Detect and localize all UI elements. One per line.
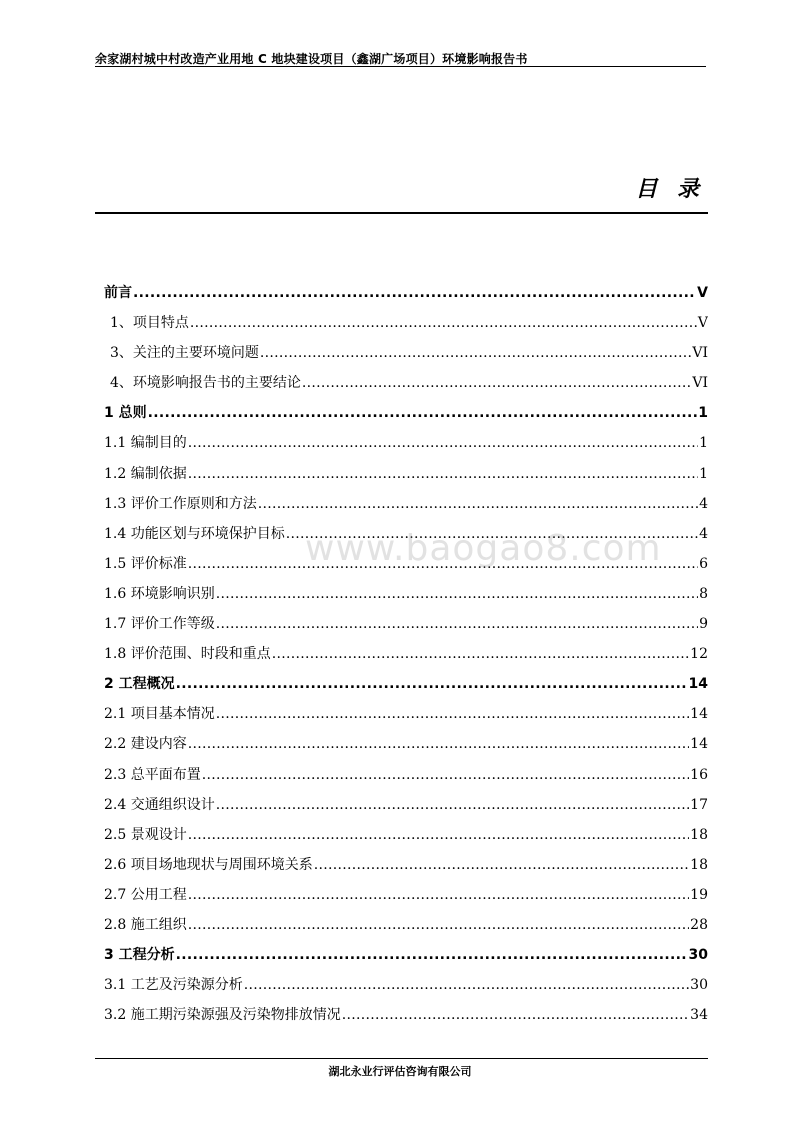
toc-entry[interactable] bbox=[100, 428, 708, 458]
toc-entry-page: 8 bbox=[699, 585, 708, 602]
dot-leader bbox=[342, 1000, 689, 1030]
toc-entry[interactable] bbox=[100, 850, 708, 880]
toc-entry-page: 14 bbox=[690, 706, 708, 723]
toc-entry[interactable] bbox=[100, 459, 708, 489]
toc-entry-page: 30 bbox=[690, 977, 708, 994]
toc-entry[interactable] bbox=[100, 278, 708, 308]
title-rule bbox=[95, 212, 708, 214]
dot-leader bbox=[314, 850, 689, 880]
toc-entry-page: 19 bbox=[690, 886, 708, 903]
toc-entry-page: 1 bbox=[699, 465, 708, 482]
toc-entry-page: 18 bbox=[690, 856, 708, 873]
dot-leader bbox=[188, 820, 689, 850]
dot-leader bbox=[286, 519, 698, 549]
dot-leader bbox=[188, 459, 698, 489]
toc-entry[interactable] bbox=[100, 669, 708, 699]
toc-entry-label: 2.7 公用工程 bbox=[104, 886, 187, 903]
toc-entry-label: 1、项目特点 bbox=[110, 315, 189, 332]
dot-leader bbox=[202, 760, 689, 790]
toc-title: 目 录 bbox=[635, 177, 705, 202]
toc-entry[interactable] bbox=[100, 489, 708, 519]
dot-leader bbox=[216, 790, 689, 820]
toc-entry[interactable] bbox=[100, 398, 708, 428]
dot-leader bbox=[188, 880, 689, 910]
dot-leader bbox=[216, 579, 698, 609]
toc-entry-label: 3.1 工艺及污染源分析 bbox=[104, 977, 243, 994]
toc-entry-label: 3 工程分析 bbox=[104, 947, 175, 964]
toc-entry-label: 1.5 评价标准 bbox=[104, 555, 187, 572]
header-rule bbox=[95, 66, 706, 67]
toc-entry-label: 1.6 环境影响识别 bbox=[104, 585, 215, 602]
toc-entry-label: 3、关注的主要环境问题 bbox=[110, 345, 259, 362]
toc-entry[interactable] bbox=[100, 609, 708, 639]
dot-leader bbox=[272, 639, 689, 669]
dot-leader bbox=[244, 970, 689, 1000]
dot-leader bbox=[302, 368, 691, 398]
toc-entry-page: VI bbox=[692, 345, 708, 362]
toc-entry[interactable] bbox=[100, 1000, 708, 1030]
toc-entry-page: 16 bbox=[690, 766, 708, 783]
dot-leader bbox=[216, 609, 698, 639]
toc-entry-page: 4 bbox=[699, 495, 708, 512]
toc-entry[interactable] bbox=[100, 970, 708, 1000]
toc-entry[interactable] bbox=[100, 579, 708, 609]
toc-entry-page: VI bbox=[692, 375, 708, 392]
toc-entry[interactable] bbox=[100, 699, 708, 729]
toc-entry-page: V bbox=[697, 285, 708, 301]
toc-entry-page: 1 bbox=[698, 405, 708, 422]
toc-entry-page: 34 bbox=[690, 1007, 708, 1024]
dot-leader bbox=[188, 729, 689, 759]
toc-entry-page: 30 bbox=[688, 947, 708, 964]
toc-entry-page: 12 bbox=[690, 646, 708, 663]
running-header: 余家湖村城中村改造产业用地 C 地块建设项目（鑫湖广场项目）环境影响报告书 bbox=[95, 52, 528, 66]
toc-entry-label: 前言 bbox=[104, 285, 132, 301]
toc-entry[interactable] bbox=[100, 820, 708, 850]
toc-entry[interactable] bbox=[100, 790, 708, 820]
toc-entry-label: 1.4 功能区划与环境保护目标 bbox=[104, 525, 285, 542]
dot-leader bbox=[176, 669, 688, 699]
dot-leader bbox=[176, 940, 688, 970]
toc-entry[interactable] bbox=[100, 910, 708, 940]
toc-entry[interactable] bbox=[100, 639, 708, 669]
toc-entry-label: 2.8 施工组织 bbox=[104, 916, 187, 933]
dot-leader bbox=[190, 308, 697, 338]
toc-entry[interactable] bbox=[100, 880, 708, 910]
toc-entry-label: 2 工程概况 bbox=[104, 676, 175, 693]
dot-leader bbox=[148, 398, 698, 428]
toc-entry-page: V bbox=[697, 315, 708, 332]
toc-entry[interactable] bbox=[100, 549, 708, 579]
toc-entry[interactable] bbox=[100, 308, 708, 338]
toc-entry-page: 1 bbox=[699, 435, 708, 452]
table-of-contents bbox=[100, 278, 708, 1030]
dot-leader bbox=[258, 489, 698, 519]
toc-entry-label: 2.5 景观设计 bbox=[104, 826, 187, 843]
toc-entry[interactable] bbox=[100, 368, 708, 398]
dot-leader bbox=[260, 338, 691, 368]
toc-entry-label: 2.3 总平面布置 bbox=[104, 766, 201, 783]
toc-entry-page: 17 bbox=[690, 796, 708, 813]
dot-leader bbox=[133, 278, 696, 308]
toc-entry-page: 4 bbox=[699, 525, 708, 542]
toc-entry-label: 4、环境影响报告书的主要结论 bbox=[110, 375, 301, 392]
toc-entry[interactable] bbox=[100, 729, 708, 759]
toc-entry-label: 2.4 交通组织设计 bbox=[104, 796, 215, 813]
toc-entry-page: 6 bbox=[699, 555, 708, 572]
toc-entry-label: 2.1 项目基本情况 bbox=[104, 706, 215, 723]
toc-entry[interactable] bbox=[100, 519, 708, 549]
toc-entry-page: 28 bbox=[690, 916, 708, 933]
toc-entry-label: 1.3 评价工作原则和方法 bbox=[104, 495, 257, 512]
footer-rule bbox=[95, 1058, 708, 1059]
toc-entry-label: 1.8 评价范围、时段和重点 bbox=[104, 646, 271, 663]
toc-entry-page: 14 bbox=[688, 676, 708, 693]
toc-entry-label: 2.2 建设内容 bbox=[104, 736, 187, 753]
dot-leader bbox=[188, 428, 698, 458]
toc-entry-label: 1.2 编制依据 bbox=[104, 465, 187, 482]
toc-entry-label: 1.1 编制目的 bbox=[104, 435, 187, 452]
toc-entry-label: 3.2 施工期污染源强及污染物排放情况 bbox=[104, 1007, 341, 1024]
watermark: www.baogao8.com bbox=[305, 528, 662, 569]
toc-entry-page: 9 bbox=[699, 616, 708, 633]
dot-leader bbox=[188, 549, 698, 579]
dot-leader bbox=[216, 699, 689, 729]
toc-entry[interactable] bbox=[100, 338, 708, 368]
toc-entry[interactable] bbox=[100, 760, 708, 790]
toc-entry-label: 2.6 项目场地现状与周围环境关系 bbox=[104, 856, 313, 873]
toc-entry-page: 14 bbox=[690, 736, 708, 753]
footer-company: 湖北永业行评估咨询有限公司 bbox=[328, 1065, 472, 1078]
toc-entry[interactable] bbox=[100, 940, 708, 970]
toc-entry-label: 1 总则 bbox=[104, 405, 147, 422]
toc-entry-label: 1.7 评价工作等级 bbox=[104, 616, 215, 633]
toc-entry-page: 18 bbox=[690, 826, 708, 843]
dot-leader bbox=[188, 910, 689, 940]
